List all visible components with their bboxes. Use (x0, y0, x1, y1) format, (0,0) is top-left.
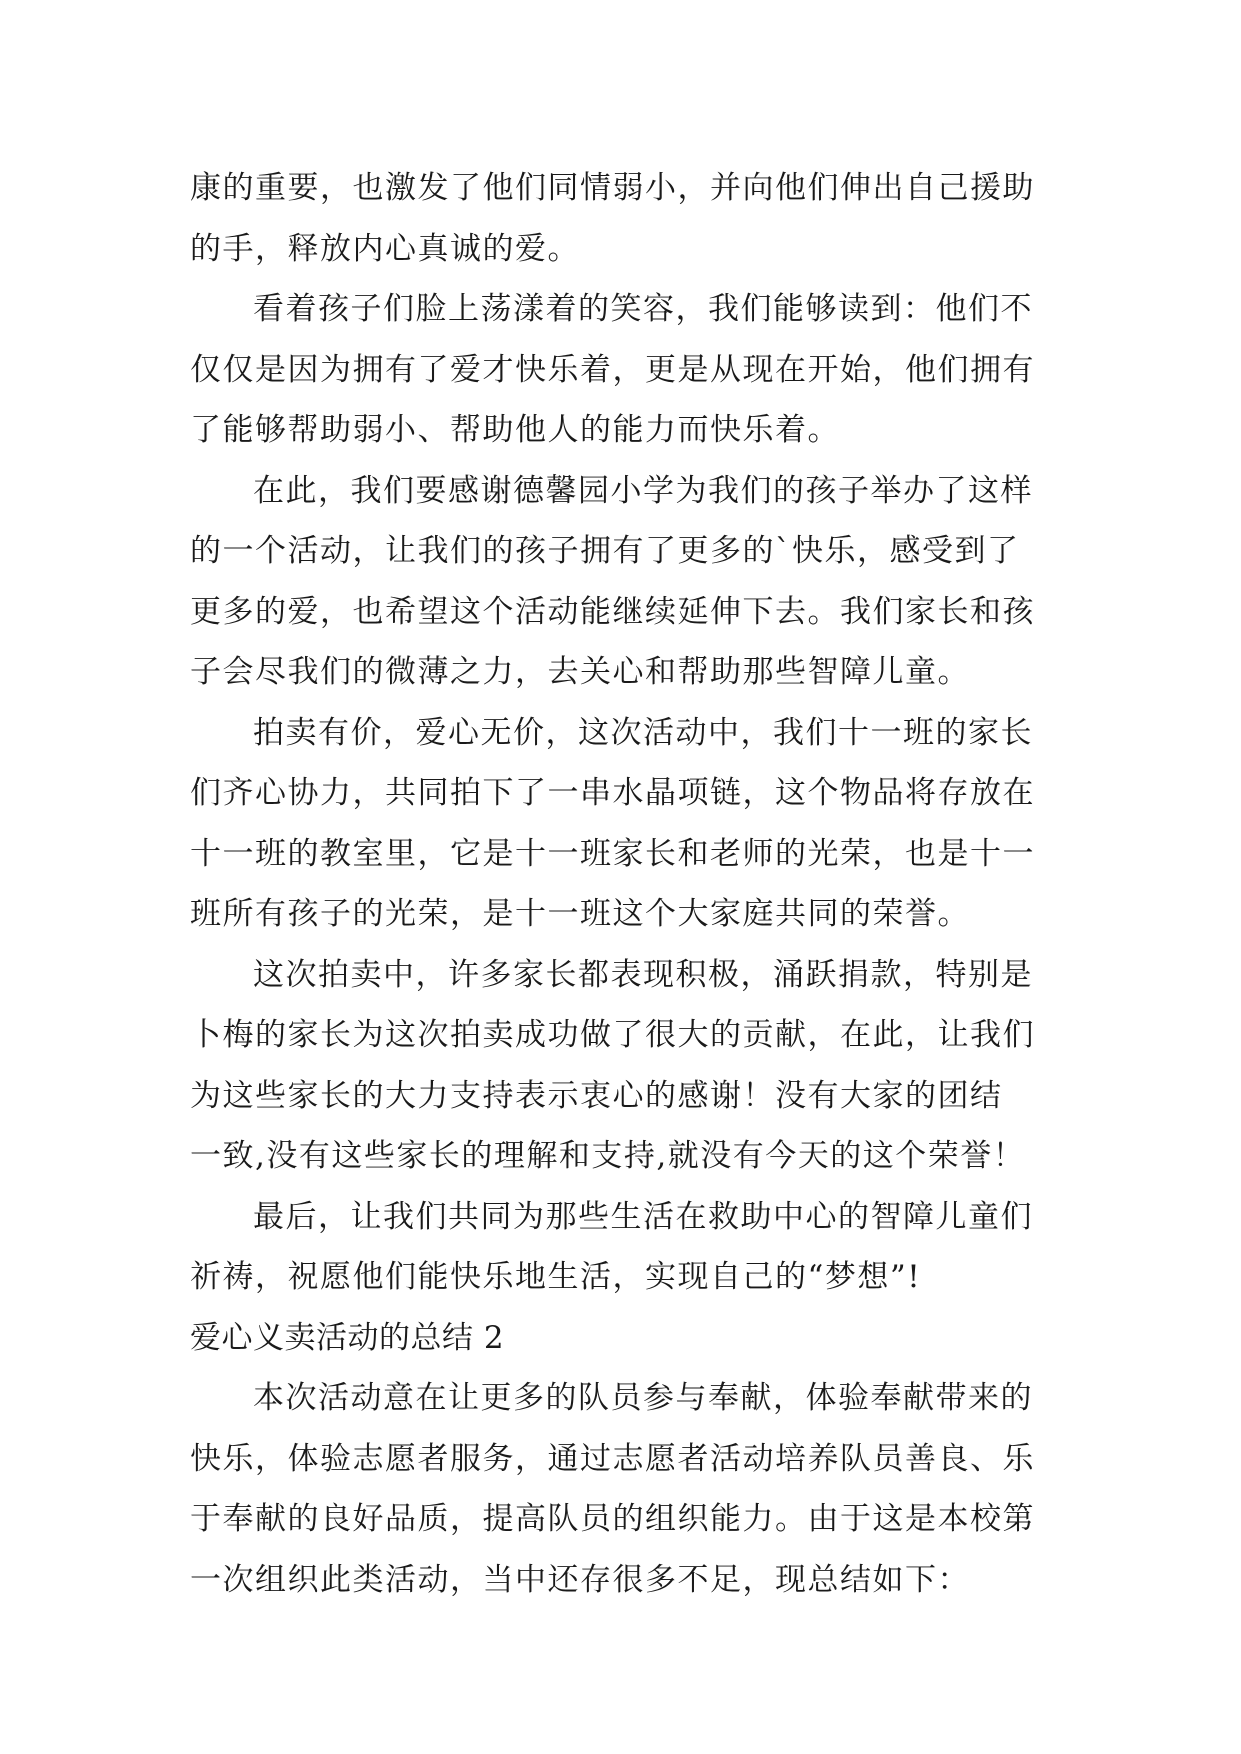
paragraph-start-line: 在此，我们要感谢德馨园小学为我们的孩子举办了这样 (253, 472, 1033, 509)
text-line: 快乐，体验志愿者服务，通过志愿者活动培养队员善良、乐 (190, 1440, 1035, 1477)
section-heading: 爱心义卖活动的总结 2 (190, 1319, 505, 1356)
text-line: 了能够帮助弱小、帮助他人的能力而快乐着。 (190, 412, 840, 448)
text-line: 仅仅是因为拥有了爱才快乐着，更是从现在开始，他们拥有 (190, 351, 1035, 388)
text-line: 十一班的教室里，它是十一班家长和老师的光荣，也是十一 (190, 835, 1035, 872)
document-body (190, 158, 1060, 1610)
text-line: 卜梅的家长为这次拍卖成功做了很大的贡献，在此，让我们 (190, 1017, 1035, 1053)
paragraph-start-line: 本次活动意在让更多的队员参与奉献，体验奉献带来的 (253, 1380, 1033, 1416)
text-line: 康的重要，也激发了他们同情弱小，并向他们伸出自己援助 (190, 170, 1035, 206)
text-line: 班所有孩子的光荣，是十一班这个大家庭共同的荣誉。 (190, 896, 970, 932)
paragraph-start-line: 拍卖有价，爱心无价，这次活动中，我们十一班的家长 (253, 714, 1033, 751)
text-line: 一次组织此类活动，当中还存很多不足，现总结如下： (190, 1561, 970, 1598)
text-line: 于奉献的良好品质，提高队员的组织能力。由于这是本校第 (190, 1501, 1035, 1537)
text-line: 一致,没有这些家长的理解和支持,就没有今天的这个荣誉！ (190, 1138, 1026, 1174)
text-line: 的手，释放内心真诚的爱。 (190, 230, 580, 267)
paragraph-start-line: 最后，让我们共同为那些生活在救助中心的智障儿童们 (253, 1198, 1033, 1235)
text-line: 们齐心协力，共同拍下了一串水晶项链，这个物品将存放在 (190, 775, 1035, 811)
text-line: 更多的爱，也希望这个活动能继续延伸下去。我们家长和孩 (190, 593, 1035, 630)
paragraph-start-line: 这次拍卖中，许多家长都表现积极，涌跃捐款，特别是 (253, 956, 1033, 993)
text-line: 子会尽我们的微薄之力，去关心和帮助那些智障儿童。 (190, 654, 970, 690)
text-line: 祈祷，祝愿他们能快乐地生活，实现自己的“梦想”! (190, 1259, 922, 1295)
text-line: 为这些家长的大力支持表示衷心的感谢！没有大家的团结 (190, 1077, 1003, 1114)
text-line: 的一个活动，让我们的孩子拥有了更多的`快乐，感受到了 (190, 533, 1020, 569)
paragraph-start-line: 看着孩子们脸上荡漾着的笑容，我们能够读到：他们不 (253, 291, 1033, 327)
